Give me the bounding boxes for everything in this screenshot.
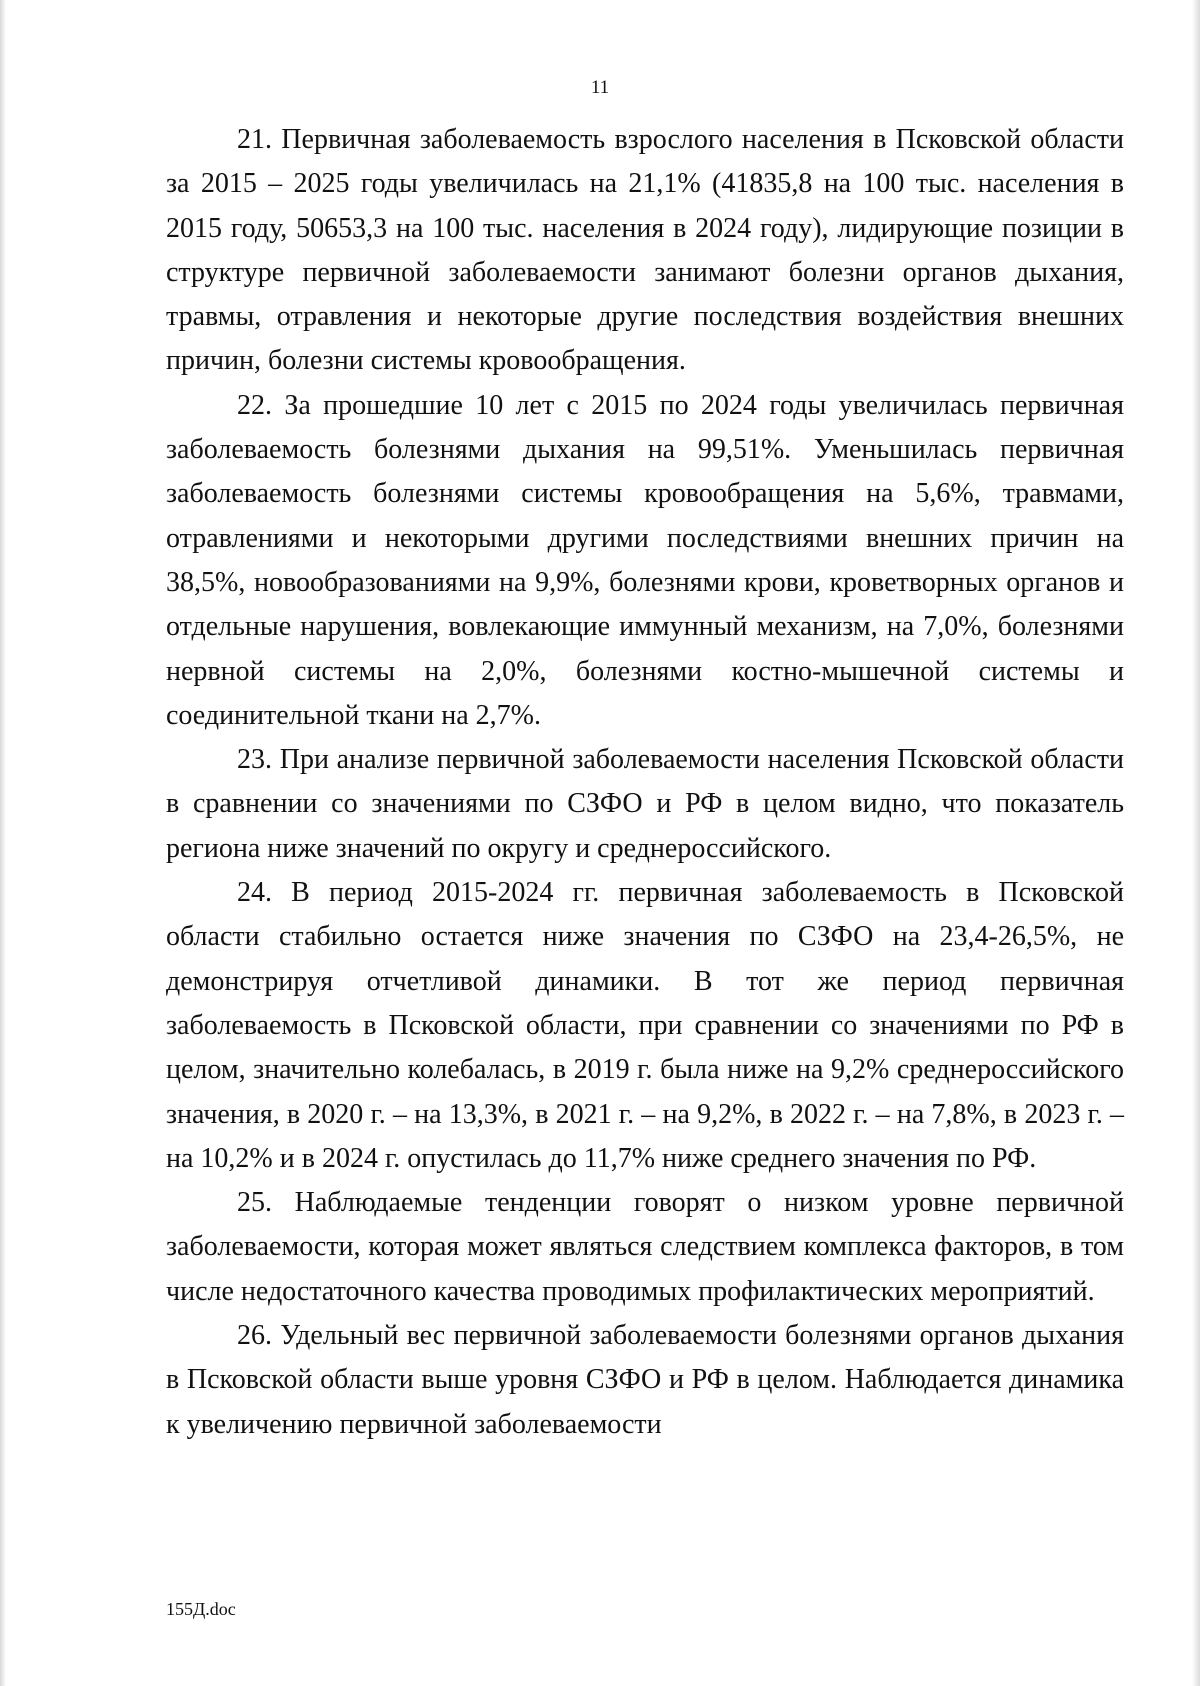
paragraph-26: 26. Удельный вес первичной заболеваемости болезнями органов дыхания в Псковской области выше уровня СЗФО и РФ в целом. Наблюдается динамика к увеличению первичной заболеваемости xyxy=(166,1320,1124,1440)
body-text xyxy=(166,118,1124,1447)
paragraph-25: 25. Наблюдаемые тенденции говорят о низком уровне первичной заболеваемости, которая может являться следствием комплекса факторов, в том числе недостаточного качества проводимых профилактических мероприятий. xyxy=(166,1187,1124,1307)
page-number: 11 xyxy=(590,77,610,98)
paragraph-22: 22. За прошедшие 10 лет с 2015 по 2024 годы увеличилась первичная заболеваемость болезнями дыхания на 99,51%. Уменьшилась первичная заболеваемость болезнями системы кровообращения на 5,6%, травмами, отравлениями и некоторыми другими последствиями внешних причин на 38,5%, новообразованиями на 9,9%, болезнями крови, кроветворных органов и отдельные нарушения, вовлекающие иммунный механизм, на 7,0%, болезнями нервной системы на 2,0%, болезнями костно-мышечной системы и соединительной ткани на 2,7%. xyxy=(166,389,1124,731)
scan-edge-left xyxy=(0,0,6,1686)
paragraph-21: 21. Первичная заболеваемость взрослого населения в Псковской области за 2015 – 2025 годы увеличилась на 21,1% (41835,8 на 100 тыс. населения в 2015 году, 50653,3 на 100 тыс. населения в 2024 году), лидирующие позиции в структуре первичной заболеваемости занимают болезни органов дыхания, травмы, отравления и некоторые другие последствия воздействия внешних причин, болезни системы кровообращения. xyxy=(166,124,1124,377)
footer-filename: 155Д.doc xyxy=(166,1599,236,1619)
paragraph-24: 24. В период 2015-2024 гг. первичная заболеваемость в Псковской области стабильно остается ниже значения по СЗФО на 23,4-26,5%, не демонстрируя отчетливой динамики. В тот же период первичная заболеваемость в Псковской области, при сравнении со значениями по РФ в целом, значительно колебалась, в 2019 г. была ниже на 9,2% среднероссийского значения, в 2020 г. – на 13,3%, в 2021 г. – на 9,2%, в 2022 г. – на 7,8%, в 2023 г. – на 10,2% и в 2024 г. опустилась до 11,7% ниже среднего значения по РФ. xyxy=(166,877,1124,1174)
scan-edge-right xyxy=(1192,0,1200,1686)
paragraph-23: 23. При анализе первичной заболеваемости населения Псковской области в сравнении со значениями по СЗФО и РФ в целом видно, что показатель региона ниже значений по округу и среднероссийского. xyxy=(166,744,1124,864)
